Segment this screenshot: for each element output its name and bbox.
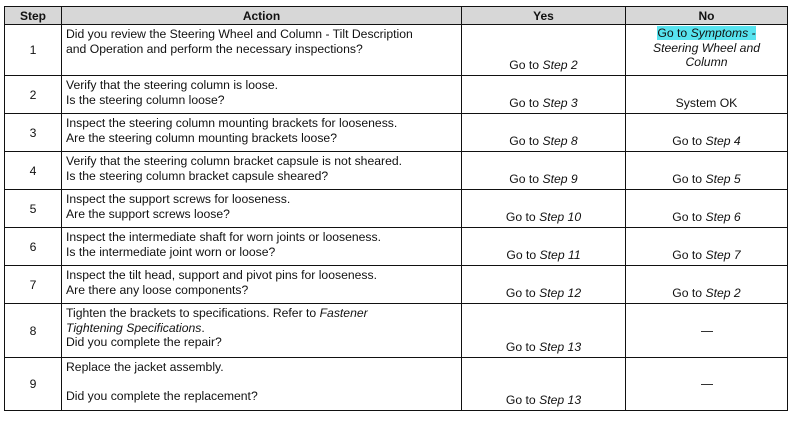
action-cell xyxy=(62,266,462,304)
no-prefix: Go to xyxy=(672,134,706,148)
action-cell xyxy=(62,114,462,152)
yes-step-link: Step 12 xyxy=(539,286,582,300)
header-action: Action xyxy=(62,7,462,25)
action-cell xyxy=(62,358,462,411)
diagnostic-table xyxy=(4,6,788,411)
no-step-link: Step 2 xyxy=(705,286,741,300)
yes-step-link: Step 13 xyxy=(539,393,582,407)
yes-step-link: Step 8 xyxy=(542,134,578,148)
action-text: Are the support screws loose? xyxy=(66,206,230,221)
no-step-link: Step 4 xyxy=(705,134,741,148)
no-step-link: Step 5 xyxy=(705,172,741,186)
fastener-spec-link-line2: Tightening Specifications xyxy=(66,320,202,335)
no-step-link: Step 7 xyxy=(705,248,741,262)
yes-prefix: Go to xyxy=(505,393,540,407)
symptoms-link-highlight xyxy=(657,26,755,40)
action-text: Is the steering column bracket capsule sheared? xyxy=(66,168,329,183)
table-row xyxy=(5,114,788,152)
table-row xyxy=(5,304,788,358)
step-number: 9 xyxy=(5,358,62,411)
no-prefix: Go to xyxy=(672,172,706,186)
step-number: 5 xyxy=(5,190,62,228)
table-row xyxy=(5,25,788,76)
not-applicable-dash xyxy=(701,331,713,332)
action-text: Tighten the brackets to specifications. Refer to Fastener xyxy=(66,306,368,320)
no-cell xyxy=(626,358,788,411)
action-text: Inspect the support screws for looseness. xyxy=(66,192,291,206)
table-row xyxy=(5,358,788,411)
action-text: Did you complete the replacement? xyxy=(66,388,258,403)
no-prefix: Go to xyxy=(657,26,691,40)
yes-cell xyxy=(462,304,626,358)
action-cell xyxy=(62,25,462,76)
yes-cell xyxy=(462,190,626,228)
no-cell xyxy=(626,266,788,304)
symptoms-link-line3: Column xyxy=(685,55,728,69)
yes-step-link: Step 3 xyxy=(542,96,578,110)
no-cell xyxy=(626,190,788,228)
no-prefix: Go to xyxy=(672,210,706,224)
no-text: System OK xyxy=(675,96,738,110)
action-text: Are the steering column mounting brackets loose? xyxy=(66,130,337,145)
yes-step-link: Step 10 xyxy=(539,210,582,224)
step-number: 8 xyxy=(5,304,62,358)
yes-prefix: Go to xyxy=(509,134,543,148)
table-row xyxy=(5,152,788,190)
action-cell xyxy=(62,152,462,190)
yes-cell xyxy=(462,152,626,190)
table-row xyxy=(5,76,788,114)
yes-cell xyxy=(462,228,626,266)
step-number: 3 xyxy=(5,114,62,152)
no-cell xyxy=(626,228,788,266)
yes-prefix: Go to xyxy=(509,96,543,110)
table-header-row xyxy=(5,7,788,25)
table-row xyxy=(5,266,788,304)
yes-prefix: Go to xyxy=(509,58,543,72)
yes-step-link: Step 13 xyxy=(539,340,582,354)
yes-prefix: Go to xyxy=(509,172,543,186)
action-text: Is the intermediate joint worn or loose? xyxy=(66,244,276,259)
yes-cell xyxy=(462,114,626,152)
no-cell xyxy=(626,152,788,190)
symptoms-link: Symptoms - xyxy=(690,26,756,40)
yes-step-link: Step 2 xyxy=(542,58,578,72)
yes-prefix: Go to xyxy=(505,340,540,354)
fastener-spec-link: Fastener xyxy=(319,306,368,320)
no-cell xyxy=(626,76,788,114)
action-text: Inspect the tilt head, support and pivot pins for looseness. xyxy=(66,268,377,282)
yes-cell xyxy=(462,76,626,114)
no-cell xyxy=(626,114,788,152)
yes-cell xyxy=(462,266,626,304)
yes-prefix: Go to xyxy=(505,210,540,224)
no-step-link: Step 6 xyxy=(705,210,741,224)
action-text: Inspect the steering column mounting brackets for looseness. xyxy=(66,116,398,130)
action-text: Replace the jacket assembly. xyxy=(66,360,224,374)
action-text: Did you complete the repair? xyxy=(66,335,222,349)
action-cell xyxy=(62,228,462,266)
yes-step-link: Step 9 xyxy=(542,172,578,186)
no-cell xyxy=(626,25,788,76)
not-applicable-dash xyxy=(701,384,713,385)
yes-prefix: Go to xyxy=(505,286,540,300)
no-prefix: Go to xyxy=(672,286,706,300)
action-text: Verify that the steering column bracket capsule is not sheared. xyxy=(66,154,403,168)
header-yes: Yes xyxy=(462,7,626,25)
yes-prefix: Go to xyxy=(506,248,540,262)
header-no: No xyxy=(626,7,788,25)
step-number: 1 xyxy=(5,25,62,76)
action-text: Are there any loose components? xyxy=(66,282,249,297)
action-cell xyxy=(62,76,462,114)
table-row xyxy=(5,190,788,228)
yes-step-link: Step 11 xyxy=(539,248,581,262)
header-step: Step xyxy=(5,7,62,25)
action-text: Is the steering column loose? xyxy=(66,92,225,107)
step-number: 4 xyxy=(5,152,62,190)
action-text: Inspect the intermediate shaft for worn joints or looseness. xyxy=(66,230,382,244)
table-row xyxy=(5,228,788,266)
action-cell xyxy=(62,190,462,228)
step-number: 7 xyxy=(5,266,62,304)
action-text: Verify that the steering column is loose. xyxy=(66,78,279,92)
symptoms-link-line2: Steering Wheel and xyxy=(652,40,761,55)
action-text: and Operation and perform the necessary inspections? xyxy=(66,41,363,56)
yes-cell xyxy=(462,25,626,76)
action-cell xyxy=(62,304,462,358)
yes-cell xyxy=(462,358,626,411)
action-text: Tightening Specifications. xyxy=(66,320,205,335)
step-number: 2 xyxy=(5,76,62,114)
no-prefix: Go to xyxy=(672,248,706,262)
no-cell xyxy=(626,304,788,358)
action-text: Did you review the Steering Wheel and Column - Tilt Description xyxy=(66,27,413,41)
step-number: 6 xyxy=(5,228,62,266)
